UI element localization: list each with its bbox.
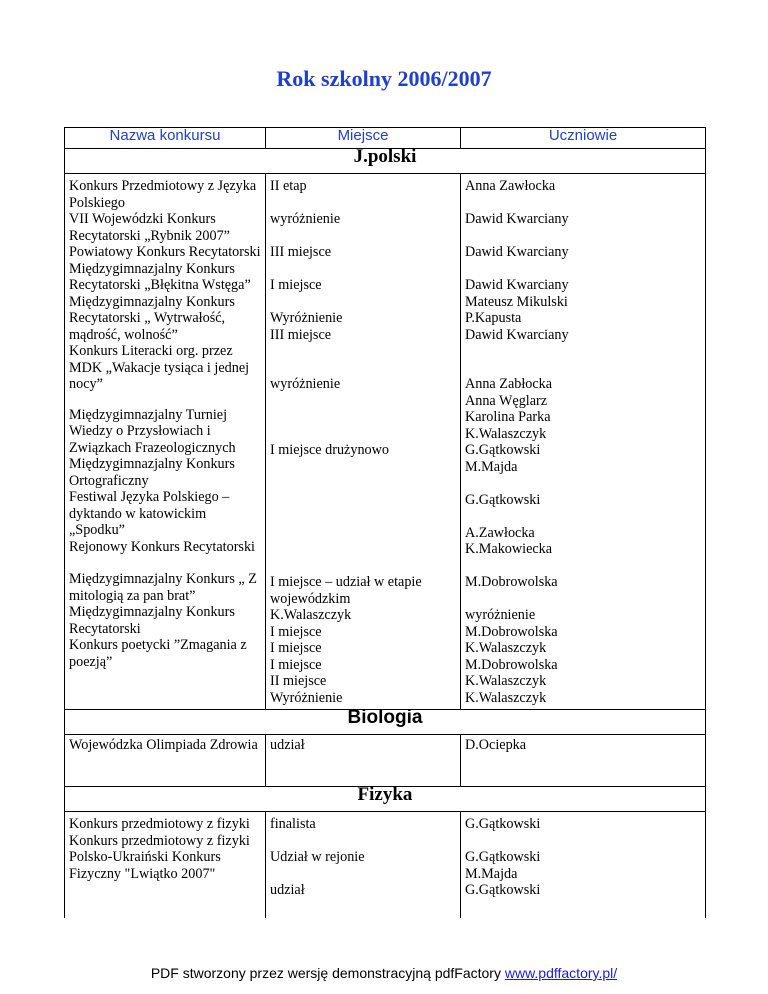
competition-name: Konkurs Literacki org. przez MDK „Wakacje tysiąca i jednej nocy” <box>69 343 250 392</box>
student-value: Dawid Kwarciany <box>465 211 569 227</box>
place-value: I miejsce <box>270 640 322 656</box>
names-cell <box>65 174 266 710</box>
student-value: M.Majda <box>465 865 518 882</box>
place-value: Wyróżnienie <box>270 310 343 326</box>
place-value: Udział w rejonie <box>270 849 365 865</box>
competition-name: Międzygimnazjalny Konkurs Ortograficzny <box>69 456 235 489</box>
student-value: M.Majda <box>465 458 518 475</box>
competition-name: Międzygimnazjalny Konkurs Recytatorski „ Wytrwałość, mądrość, wolność” <box>69 293 235 343</box>
students-cell <box>461 174 706 710</box>
student-value: K.Walaszczyk <box>465 673 547 689</box>
student-value: G.Gątkowski <box>465 849 541 865</box>
table-row <box>65 174 706 710</box>
competition-name: Konkurs Przedmiotowy z Języka Polskiego <box>69 178 257 211</box>
student-value: P.Kapusta <box>465 310 522 326</box>
place-value: finalista <box>270 816 316 832</box>
student-value: Anna Zawłocka <box>465 178 556 194</box>
competition-name: Wojewódzka Olimpiada Zdrowia <box>65 735 266 787</box>
table-row <box>65 735 706 787</box>
header-students: Uczniowie <box>461 128 706 149</box>
student-value: K.Walaszczyk <box>465 689 547 706</box>
section-polski: J.polski <box>65 149 706 174</box>
place-value: udział <box>270 882 305 898</box>
students-cell <box>461 812 706 919</box>
competition-name: Festiwal Języka Polskiego – dyktando w katowickim „Spodku” <box>69 489 230 538</box>
place-value: I miejsce – udział w etapie wojewódzkim <box>270 574 422 607</box>
place-value: III miejsce <box>270 326 332 343</box>
student-value: Anna Węglarz <box>465 392 548 409</box>
section-fizyka: Fizyka <box>65 787 706 812</box>
student-value: A.Zawłocka <box>465 524 535 541</box>
competition-name: Rejonowy Konkurs Recytatorski <box>69 538 255 555</box>
place-value: III miejsce <box>270 244 332 260</box>
places-cell <box>266 174 461 710</box>
section-row <box>65 787 706 812</box>
competition-name: Międzygimnazjalny Konkurs Recytatorski „Błękitna Wstęga” <box>69 260 251 293</box>
student-value: G.Gątkowski <box>465 442 541 458</box>
competition-name: Międzygimnazjalny Turniej Wiedzy o Przysłowiach i Związkach Frazeologicznych <box>69 406 236 456</box>
student-value: Dawid Kwarciany <box>465 277 569 293</box>
place-value: I miejsce <box>270 623 322 640</box>
student-value: Anna Zabłocka <box>465 376 553 392</box>
place-value: II miejsce <box>270 673 327 689</box>
student-value: G.Gątkowski <box>465 882 541 898</box>
competition-name: Międzygimnazjalny Konkurs „ Z mitologią za pan brat” <box>69 571 257 604</box>
competition-name: VII Wojewódzki Konkurs Recytatorski „Rybnik 2007” <box>69 211 230 244</box>
place-value: Wyróżnienie <box>270 689 343 706</box>
place-value: K.Walaszczyk <box>270 607 352 623</box>
student-value: Karolina Parka <box>465 409 551 425</box>
section-row <box>65 149 706 174</box>
header-name: Nazwa konkursu <box>65 128 266 149</box>
section-row <box>65 710 706 735</box>
student-value: K.Makowiecka <box>465 541 553 557</box>
student-value: wyróżnienie <box>465 607 536 623</box>
competition-name: Międzygimnazjalny Konkurs Recytatorski <box>69 604 235 637</box>
table-row <box>65 812 706 919</box>
student-value: G.Gątkowski <box>465 491 541 508</box>
footer-link[interactable]: www.pdffactory.pl/ <box>504 965 618 981</box>
page-title: Rok szkolny 2006/2007 <box>276 66 492 91</box>
place-value: II etap <box>270 178 307 194</box>
student-value: Mateusz Mikulski <box>465 293 568 310</box>
place-value: udział <box>266 735 461 787</box>
student-value: Dawid Kwarciany <box>465 326 569 343</box>
competition-name: Powiatowy Konkurs Recytatorski <box>69 244 261 260</box>
header-place: Miejsce <box>266 128 461 149</box>
competitions-table <box>64 127 706 918</box>
competition-name: Konkurs przedmiotowy z fizyki <box>69 816 250 832</box>
student-value: D.Ociepka <box>461 735 706 787</box>
student-value: M.Dobrowolska <box>465 574 558 590</box>
place-value: wyróżnienie <box>270 376 341 392</box>
names-cell <box>65 812 266 919</box>
student-value: K.Walaszczyk <box>465 425 547 442</box>
student-value: Dawid Kwarciany <box>465 244 569 260</box>
student-value: M.Dobrowolska <box>465 623 558 640</box>
footer-text: PDF stworzony przez wersję demonstracyjną pdfFactory <box>150 965 505 981</box>
pdf-footer <box>0 965 768 981</box>
competition-name: Konkurs przedmiotowy z fizyki <box>69 832 250 849</box>
places-cell <box>266 812 461 919</box>
section-biologia: Biologia <box>65 710 706 735</box>
place-value: I miejsce drużynowo <box>270 442 389 458</box>
student-value: K.Walaszczyk <box>465 640 547 656</box>
place-value: I miejsce <box>270 277 322 293</box>
place-value: wyróżnienie <box>270 211 341 227</box>
place-value: I miejsce <box>270 656 322 673</box>
competition-name: Polsko-Ukraiński Konkurs Fizyczny "Lwiątko 2007" <box>69 849 221 882</box>
student-value: G.Gątkowski <box>465 816 541 832</box>
student-value: M.Dobrowolska <box>465 656 558 673</box>
competition-name: Konkurs poetycki ”Zmagania z poezją” <box>69 637 247 670</box>
